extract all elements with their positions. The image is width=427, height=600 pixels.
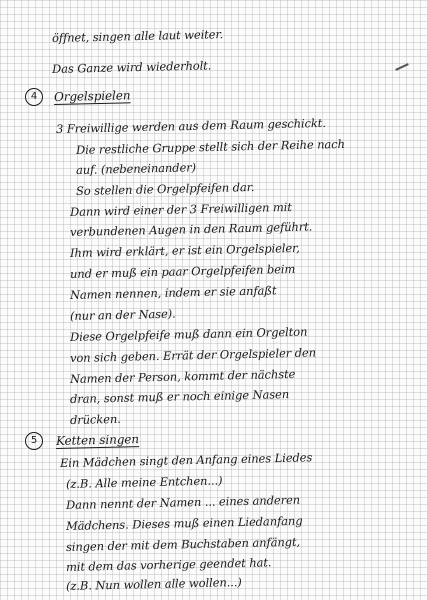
text-line: Ein Mädchen singt den Anfang eines Liedes	[59, 450, 313, 470]
text-line: singen der mit dem Buchstaben anfängt,	[65, 534, 301, 554]
text-line: Das Ganze wird wiederholt.	[51, 58, 212, 76]
section-heading-orgelspielen: Orgelspielen	[53, 88, 131, 104]
text-line: verbundenen Augen in den Raum geführt.	[69, 219, 313, 239]
text-line: auf. (nebeneinander)	[75, 160, 197, 177]
text-line: (z.B. Alle meine Entchen...)	[65, 473, 223, 491]
text-line: Namen der Person, kommt der nächste	[69, 366, 296, 386]
text-line: Dann wird einer der 3 Freiwilligen mit	[69, 199, 292, 219]
text-line: Ihm wird erklärt, er ist ein Orgelspieler,	[69, 240, 300, 260]
text-line: Namen nennen, indem er sie anfaßt	[69, 283, 277, 302]
section-heading-ketten-singen: Ketten singen	[55, 432, 140, 448]
text-line: Die restliche Gruppe stellt sich der Reihe nach	[75, 136, 346, 157]
text-line: (z.B. Nun wollen alle wollen...)	[65, 575, 242, 593]
text-line: mit dem das vorherige geendet hat.	[65, 555, 272, 574]
text-line: von sich geben. Errät der Orgelspieler den	[69, 345, 317, 365]
text-line: 3 Freiwillige werden aus dem Raum geschickt.	[55, 115, 326, 136]
text-line: Mädchens. Dieses muß einen Liedanfang	[65, 513, 303, 533]
text-line: (nur an der Nase).	[69, 306, 176, 323]
text-line: Dann nennt der Namen ... eines anderen	[65, 492, 301, 512]
text-line: drücken.	[69, 411, 121, 427]
section-number-4: 4	[25, 88, 43, 106]
text-line: Diese Orgelpfeife muß dann ein Orgelton	[69, 324, 308, 344]
text-line: öffnet, singen alle laut weiter.	[51, 27, 224, 45]
section-number-5: 5	[25, 432, 43, 450]
text-line: und er muß ein paar Orgelpfeifen beim	[69, 261, 296, 281]
margin-mark	[395, 63, 409, 71]
text-line: dran, sonst muß er noch einige Nasen	[69, 387, 290, 406]
text-line: So stellen die Orgelpfeifen dar.	[75, 179, 255, 198]
